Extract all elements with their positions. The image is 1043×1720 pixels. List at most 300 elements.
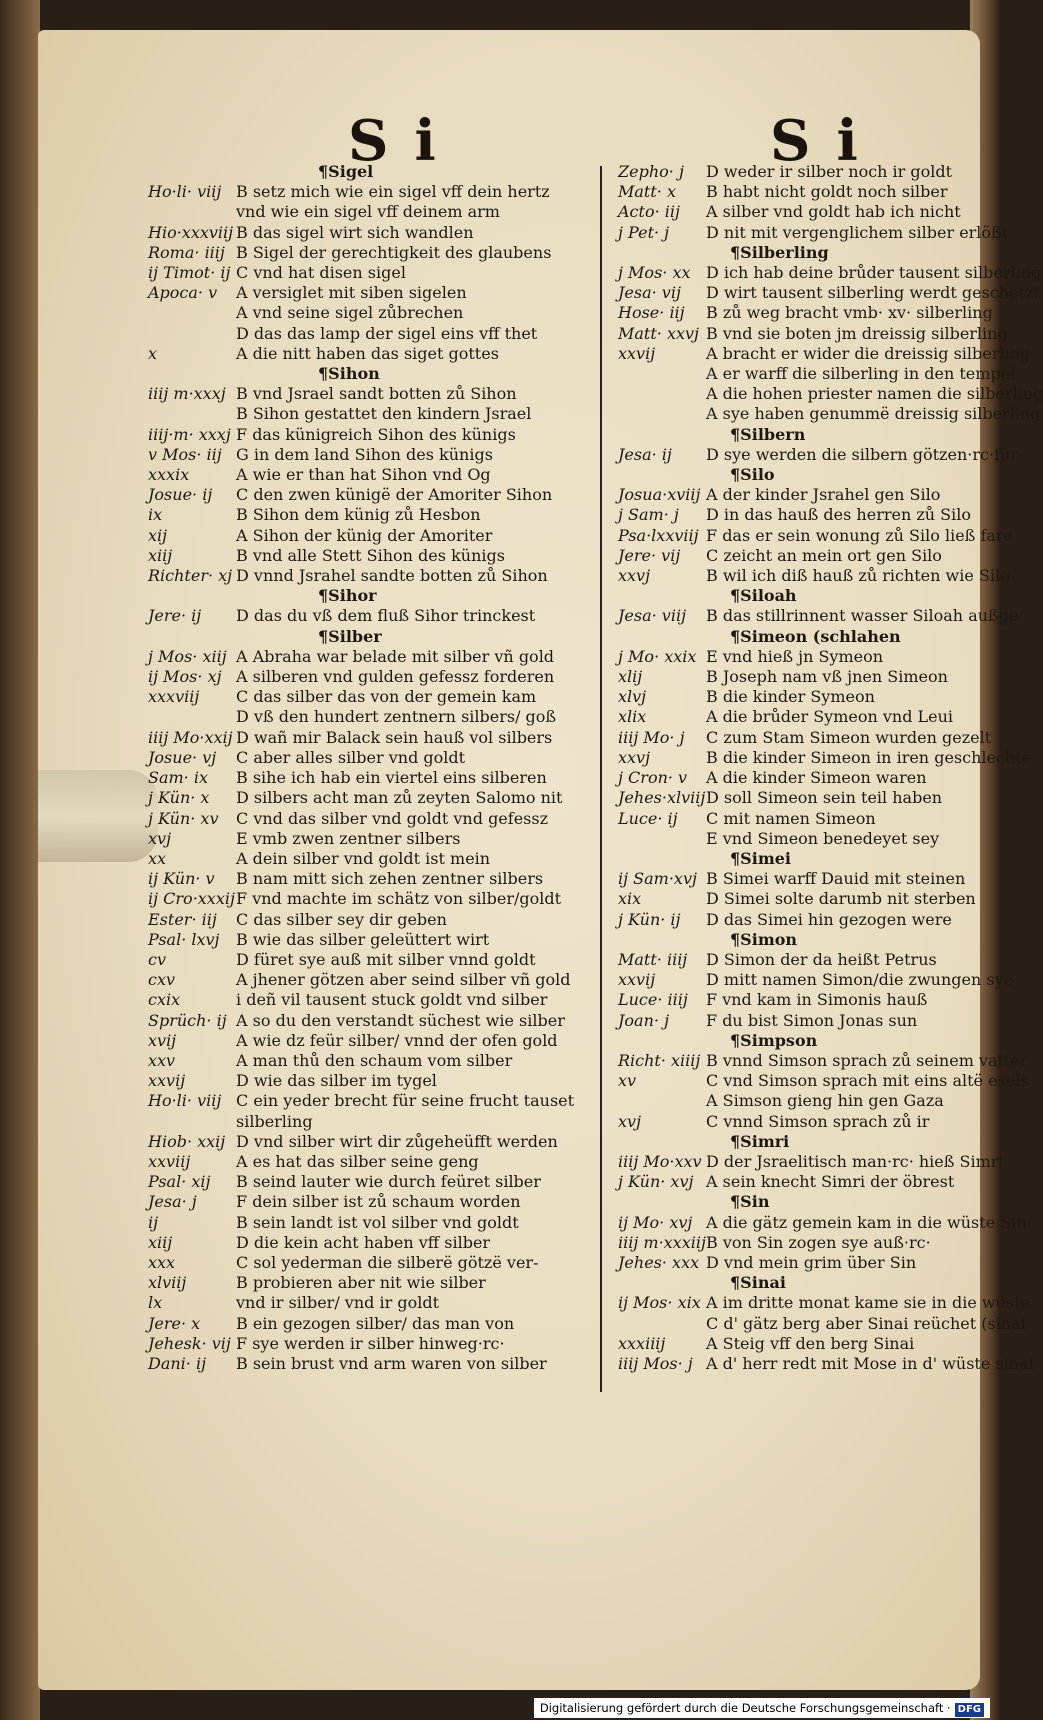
entry-reference: xvj (618, 1111, 642, 1131)
entry-reference: j Mo· xxix (618, 646, 697, 666)
entry-text: C das silber das von der gemein kam (236, 687, 537, 707)
entry-text: silberling (236, 1111, 313, 1131)
entry-heading (208, 586, 596, 606)
entry-line (148, 687, 596, 707)
entry-reference: Jesa· viij (618, 606, 687, 626)
entry-line (148, 1252, 596, 1273)
entry-text: A silberen vnd gulden gefessz forderen (236, 667, 555, 687)
entry-line (618, 1212, 1027, 1233)
entry-text: D füret sye auß mit silber vnnd goldt (236, 949, 536, 969)
entry-reference: lx (148, 1293, 163, 1313)
book-edge-left (0, 0, 40, 1720)
entry-reference: xlij (618, 667, 643, 687)
entry-text: F du bist Simon Jonas sun (706, 1010, 918, 1030)
entry-line (620, 869, 980, 889)
entry-text: A im dritte monat kame sie in die wüste (706, 1293, 1030, 1313)
entry-line (620, 788, 980, 808)
entry-text: ¶Silberling (730, 242, 829, 262)
entry-heading (620, 930, 980, 950)
entry-text: D mitt namen Simon/die zwungen sye (706, 970, 1014, 990)
entry-text: A der kinder Jsrahel gen Silo (706, 485, 941, 505)
entry-reference: Jesa· j (148, 1192, 197, 1212)
entry-reference (618, 1091, 706, 1111)
entry-text: B das stillrinnent wasser Siloah außge (706, 606, 1019, 626)
page-header-left: Si (348, 108, 462, 174)
entry-text: D das du vß dem fluß Sihor trinckest (236, 606, 536, 626)
entry-line (148, 667, 596, 687)
entry-text: G in dem land Sihon des künigs (236, 444, 493, 464)
entry-text: B vnd Jsrael sandt botten zů Sihon (236, 384, 517, 404)
entry-line (148, 1131, 596, 1152)
entry-text: D vß den hundert zentnern silbers/ goß (236, 707, 557, 727)
entry-text: F vnd machte im schätz von silber/goldt (236, 889, 562, 909)
entry-text: C mit namen Simeon (706, 808, 876, 828)
entry-text: F dein silber ist zů schaum worden (236, 1192, 521, 1212)
entry-text: D soll Simeon sein teil haben (706, 788, 943, 808)
entry-reference: Sprüch· ij (148, 1010, 227, 1030)
column-divider (600, 166, 602, 1392)
entry-reference: xiij (148, 1232, 173, 1252)
entry-line (620, 1011, 980, 1031)
entry-text: A so du den verstandt süchest wie silber (236, 1010, 565, 1030)
entry-reference: Luce· iiij (618, 990, 688, 1010)
entry-line (618, 566, 1010, 586)
entry-text: A d' herr redt mit Mose in d' wüste sinai (706, 1353, 1034, 1373)
entry-text: B nam mitt sich zehen zentner silbers (236, 869, 544, 889)
entry-text: D das das lamp der sigel eins vff thet (236, 323, 538, 343)
entry-reference: cv (148, 949, 166, 969)
entry-text: D Simei solte darumb nit sterben (706, 889, 976, 909)
entry-line (620, 1253, 980, 1273)
footer-credit (534, 1698, 990, 1718)
entry-text: A silber vnd goldt hab ich nicht (706, 202, 961, 222)
entry-text: C aber alles silber vnd goldt (236, 747, 466, 767)
entry-line (148, 1293, 596, 1313)
entry-line (620, 829, 980, 849)
entry-reference: Josue· vj (148, 747, 217, 767)
entry-text: D in das hauß des herren zů Silo (706, 505, 972, 525)
entry-text: B wie das silber geleüttert wirt (236, 929, 490, 949)
entry-text: i deñ vil tausent stuck goldt vnd silber (236, 990, 548, 1010)
entry-reference: xxv (148, 1050, 176, 1070)
entry-line (620, 182, 980, 202)
entry-text: B von Sin zogen sye auß·rc· (706, 1232, 931, 1252)
entry-reference: x (148, 343, 158, 363)
entry-text: D die kein acht haben vff silber (236, 1232, 491, 1252)
entry-reference: iiij m·xxxiij (618, 1232, 706, 1252)
entry-text: B Sihon dem künig zů Hesbon (236, 505, 481, 525)
entry-text: A bracht er wider die dreissig silberling (706, 343, 1031, 363)
entry-line (620, 990, 980, 1010)
entry-reference: xlix (618, 707, 647, 727)
entry-text: B sein landt ist vol silber vnd goldt (236, 1212, 519, 1232)
entry-line (148, 384, 596, 404)
entry-line (618, 323, 1008, 344)
entry-line (620, 384, 1043, 404)
entry-reference: j Kün· ij (618, 909, 681, 929)
entry-reference (618, 1314, 706, 1334)
entry-text: A vnd seine sigel zůbrechen (236, 303, 464, 323)
entry-reference: cxix (148, 990, 181, 1010)
entry-text: A wie er than hat Sihon vnd Og (236, 465, 491, 485)
entry-line (620, 1233, 980, 1253)
entry-text: ¶Simri (730, 1131, 790, 1151)
entry-text: D wie das silber im tygel (236, 1071, 437, 1091)
entry-line (208, 1112, 596, 1132)
entry-line (208, 303, 596, 323)
entry-line (148, 1151, 596, 1172)
entry-line (618, 263, 1042, 283)
entry-reference (148, 303, 236, 323)
entry-text: ¶Siloah (730, 586, 797, 606)
entry-text: B Sigel der gerechtigkeit des glaubens (236, 242, 552, 262)
entry-heading (208, 364, 596, 384)
entry-text: D silbers acht man zů zeyten Salomo nit (236, 788, 563, 808)
entry-reference: xvj (148, 828, 172, 848)
entry-text: B probieren aber nit wie silber (236, 1273, 486, 1293)
entry-line (148, 970, 596, 990)
entry-text: ¶Sigel (318, 162, 374, 181)
entry-reference: Jere· ij (148, 606, 202, 626)
entry-text: D vnnd Jsrahel sandte botten zů Sihon (236, 566, 548, 586)
entry-text: D wañ mir Balack sein hauß vol silbers (236, 727, 553, 747)
left-column (148, 162, 596, 1374)
entry-text: B setz mich wie ein sigel vff dein hertz (236, 182, 550, 202)
entry-reference: Richt· xiiij (618, 1050, 701, 1070)
entry-line (620, 647, 980, 667)
entry-text: D vnd mein grim über Sin (706, 1252, 917, 1272)
entry-line (620, 404, 1041, 424)
entry-text: C vnnd Simson sprach zů ir (706, 1111, 930, 1131)
entry-reference: Jehesk· vij (148, 1333, 231, 1353)
entry-reference: Richter· xj (148, 566, 233, 586)
entry-line (620, 768, 980, 788)
entry-text: D nit mit vergenglichem silber erlößt (706, 222, 1009, 242)
entry-reference: Jere· x (148, 1313, 201, 1333)
entry-line (618, 343, 1031, 364)
entry-line (620, 485, 980, 505)
entry-line (618, 1151, 1004, 1172)
entry-reference: iiij Mo·xxij (148, 727, 233, 747)
entry-text: ¶Silber (318, 626, 382, 646)
entry-line (148, 848, 596, 869)
entry-reference: j Kün· x (148, 788, 210, 808)
entry-reference (148, 324, 236, 344)
entry-line (148, 1192, 596, 1212)
entry-line (148, 1091, 596, 1111)
entry-line (148, 1232, 596, 1253)
entry-reference: xxvij (618, 970, 656, 990)
entry-line (620, 1313, 1026, 1334)
entry-line (618, 444, 1023, 465)
entry-line (148, 283, 596, 303)
entry-text: C das silber sey dir geben (236, 909, 447, 929)
entry-reference: iiij Mo· j (618, 727, 685, 747)
entry-line (148, 566, 596, 586)
entry-reference: ix (148, 505, 163, 525)
entry-reference: Hose· iij (618, 303, 685, 323)
entry-reference: ij Kün· v (148, 869, 215, 889)
entry-text: D Simon der da heißt Petrus (706, 949, 937, 969)
entry-line (148, 1010, 596, 1031)
entry-line (148, 1313, 596, 1334)
entry-text: D sye werden die silbern götzen·rc·für· (706, 444, 1023, 464)
entry-line (618, 1293, 1030, 1313)
entry-reference: Josua·xviij (618, 485, 701, 505)
entry-line (148, 949, 596, 970)
entry-text: E vnd Simeon benedeyet sey (706, 828, 940, 848)
entry-text: A Steig vff den berg Sinai (706, 1333, 915, 1353)
entry-line (620, 1334, 980, 1354)
entry-text: B zů weg bracht vmb· xv· silberling (706, 303, 993, 323)
entry-line (148, 1050, 596, 1071)
entry-heading (620, 1031, 980, 1051)
entry-text: B sihe ich hab ein viertel eins silberen (236, 768, 547, 788)
entry-text: E vnd hieß jn Symeon (706, 646, 884, 666)
entry-text: ¶Simeon (schlahen (730, 626, 901, 646)
entry-reference: j Cron· v (618, 768, 688, 788)
entry-text: A man thů den schaum vom silber (236, 1050, 513, 1070)
entry-reference: xxvij (148, 1071, 186, 1091)
entry-heading (620, 627, 980, 647)
entry-reference: xxx (148, 1252, 176, 1272)
entry-line (148, 727, 596, 748)
page-header-right: Si (770, 108, 884, 174)
entry-text: B vnd alle Stett Sihon des künigs (236, 545, 505, 565)
entry-reference: xx (148, 848, 167, 868)
entry-reference: Psa·lxxviij (618, 525, 699, 545)
footer-text: Digitalisierung gefördert durch die Deutsche Forschungsgemeinschaft · (539, 1701, 951, 1715)
entry-line (618, 970, 1014, 990)
entry-text: B die kinder Simeon in iren geschlechte (706, 747, 1032, 767)
entry-text: D weder ir silber noch ir goldt (706, 162, 953, 181)
entry-text: C den zwen künigë der Amoriter Sihon (236, 485, 553, 505)
entry-text: A dein silber vnd goldt ist mein (236, 848, 491, 868)
entry-line (208, 202, 596, 222)
entry-line (618, 606, 1019, 626)
entry-line (148, 1273, 596, 1293)
entry-reference: Josue· ij (148, 485, 213, 505)
entry-reference: Zepho· j (618, 162, 684, 181)
entry-reference: Acto· iij (618, 202, 680, 222)
entry-line (618, 1050, 1028, 1071)
entry-text: ¶Silo (730, 465, 775, 485)
entry-reference: ij (148, 1212, 159, 1232)
entry-reference: xv (618, 1071, 637, 1091)
entry-reference: xxvj (618, 747, 651, 767)
entry-line (620, 950, 980, 970)
entry-heading (620, 586, 980, 606)
entry-text: F das er sein wonung zů Silo ließ fare (706, 525, 1014, 545)
entry-heading (620, 1192, 980, 1212)
entry-text: F sye werden ir silber hinweg·rc· (236, 1333, 505, 1353)
entry-line (620, 162, 980, 182)
entry-text: A wie dz feür silber/ vnnd der ofen gold (236, 1030, 558, 1050)
entry-text: D wirt tausent silberling werdt geschetzt (706, 283, 1040, 303)
entry-line (620, 546, 980, 566)
entry-heading (620, 1132, 980, 1152)
entry-line (618, 283, 1040, 303)
entry-reference: j Kün· xvj (618, 1172, 694, 1192)
entry-reference (618, 404, 706, 424)
entry-reference: Jere· vij (618, 545, 681, 565)
entry-reference: Psal· lxvj (148, 929, 220, 949)
entry-line (618, 525, 1014, 546)
entry-line (148, 606, 596, 626)
entry-line (620, 889, 980, 909)
entry-line (148, 263, 596, 283)
entry-text: vnd wie ein sigel vff deinem arm (236, 202, 500, 222)
entry-text: D vnd silber wirt dir zůgeheüfft werden (236, 1131, 558, 1151)
entry-text: B das sigel wirt sich wandlen (236, 222, 474, 242)
entry-text: B vnd sie boten jm dreissig silberling (706, 323, 1008, 343)
entry-text: B habt nicht goldt noch silber (706, 182, 948, 202)
entry-heading (620, 243, 980, 263)
entry-text: C ein yeder brecht für seine frucht tauset (236, 1091, 575, 1111)
entry-line (618, 222, 1009, 243)
entry-line (148, 788, 596, 808)
entry-text: E vmb zwen zentner silbers (236, 828, 461, 848)
entry-text: ¶Sihon (318, 364, 380, 384)
entry-reference: Hiob· xxij (148, 1131, 226, 1151)
entry-line (208, 707, 596, 727)
entry-reference (148, 1112, 236, 1132)
entry-text: B ein gezogen silber/ das man von (236, 1313, 515, 1333)
entry-text: B sein brust vnd arm waren von silber (236, 1353, 547, 1373)
entry-text: B Simei warff Dauid mit steinen (706, 869, 966, 889)
entry-line (148, 929, 596, 950)
entry-line (148, 646, 596, 667)
entry-text: B Joseph nam vß jnen Simeon (706, 667, 948, 687)
entry-line (208, 404, 596, 424)
entry-line (620, 1112, 980, 1132)
entry-text: C vnd das silber vnd goldt vnd gefessz (236, 808, 549, 828)
entry-reference: Roma· iiij (148, 242, 225, 262)
entry-text: C zum Stam Simeon wurden gezelt (706, 727, 992, 747)
entry-line (148, 222, 596, 243)
entry-reference: j Pet· j (618, 222, 670, 242)
entry-reference: xxviij (148, 1151, 191, 1171)
right-column (618, 162, 1043, 1374)
entry-reference: iiij m·xxxj (148, 384, 226, 404)
entry-line (148, 343, 596, 364)
entry-line (620, 687, 980, 707)
entry-reference (618, 829, 706, 849)
entry-text: F vnd kam in Simonis hauß (706, 990, 928, 1010)
entry-text: A die kinder Simeon waren (706, 768, 927, 788)
entry-text: A die brůder Symeon vnd Leui (706, 707, 954, 727)
entry-reference (618, 384, 706, 404)
entry-heading (208, 627, 596, 647)
entry-reference: Matt· iiij (618, 949, 688, 969)
entry-line (148, 242, 596, 263)
entry-text: ¶Sin (730, 1192, 770, 1212)
entry-heading (620, 849, 980, 869)
entry-reference: xxxviij (148, 687, 200, 707)
entry-line (620, 505, 980, 525)
entry-text: A die gätz gemein kam in die wüste Sin (706, 1212, 1027, 1232)
entry-reference: xij (148, 525, 168, 545)
entry-reference: xiij (148, 545, 173, 565)
entry-text: C vnd Simson sprach mit eins altë esels (706, 1071, 1029, 1091)
entry-line (618, 303, 993, 323)
entry-reference: Joan· j (618, 1010, 670, 1030)
entry-reference: xlviij (148, 1273, 187, 1293)
entry-reference: j Kün· xv (148, 808, 219, 828)
entry-text: F das künigreich Sihon des künigs (236, 424, 516, 444)
entry-reference: cxv (148, 970, 176, 990)
entry-reference: Matt· xxvj (618, 323, 699, 343)
entry-text: C zeicht an mein ort gen Silo (706, 545, 942, 565)
entry-line (620, 667, 980, 687)
entry-line (148, 485, 596, 505)
entry-line (148, 768, 596, 788)
entry-text: A Abraha war belade mit silber vñ gold (236, 646, 555, 666)
entry-text: A versiglet mit siben sigelen (236, 283, 467, 303)
entry-text: ¶Simpson (730, 1030, 818, 1050)
entry-line (148, 1030, 596, 1051)
entry-line (620, 809, 980, 829)
dfg-logo: DFG (955, 1703, 984, 1717)
entry-heading (620, 1273, 980, 1293)
entry-reference: xvij (148, 1030, 177, 1050)
entry-reference: Dani· ij (148, 1353, 207, 1373)
entry-line (148, 869, 596, 889)
entry-line (148, 545, 596, 566)
entry-line (148, 505, 596, 525)
entry-line (620, 707, 980, 727)
entry-line (148, 889, 596, 909)
entry-reference: j Sam· j (618, 505, 679, 525)
entry-line (618, 747, 1032, 768)
entry-reference: ij Cro·xxxij (148, 889, 235, 909)
entry-reference: Apoca· v (148, 283, 218, 303)
entry-text: C vnd hat disen sigel (236, 263, 406, 283)
entry-line (618, 1353, 1034, 1374)
entry-reference (148, 404, 236, 424)
entry-line (148, 990, 596, 1010)
entry-line (620, 364, 1016, 384)
entry-reference: Ho·li· viij (148, 1091, 222, 1111)
entry-line (148, 465, 596, 485)
entry-text: D der Jsraelitisch man·rc· hieß Simri (706, 1151, 1004, 1171)
entry-text: ¶Simei (730, 848, 791, 868)
entry-text: A er warff die silberling in den tempel (706, 364, 1016, 384)
entry-reference: v Mos· iij (148, 444, 222, 464)
entry-line (148, 424, 596, 445)
entry-line (148, 1353, 596, 1374)
entry-text: B seind lauter wie durch feüret silber (236, 1172, 541, 1192)
entry-line (620, 1172, 980, 1192)
entry-text: B die kinder Symeon (706, 687, 875, 707)
entry-line (618, 727, 992, 748)
entry-heading (208, 162, 596, 182)
entry-reference: ij Mos· xix (618, 1293, 701, 1313)
entry-text: A die nitt haben das siget gottes (236, 343, 499, 363)
entry-reference: xxvj (618, 566, 651, 586)
entry-reference: iiij Mos· j (618, 1353, 693, 1373)
entry-line (208, 324, 596, 344)
entry-reference: ij Sam·xvj (618, 869, 697, 889)
entry-reference: Hio·xxxviij (148, 222, 234, 242)
entry-heading (620, 425, 980, 445)
entry-line (148, 909, 596, 930)
entry-reference: xix (618, 889, 642, 909)
entry-reference: iiij Mo·xxv (618, 1151, 702, 1171)
entry-text: ¶Sihor (318, 586, 377, 606)
entry-reference (618, 364, 706, 384)
entry-line (148, 1071, 596, 1091)
